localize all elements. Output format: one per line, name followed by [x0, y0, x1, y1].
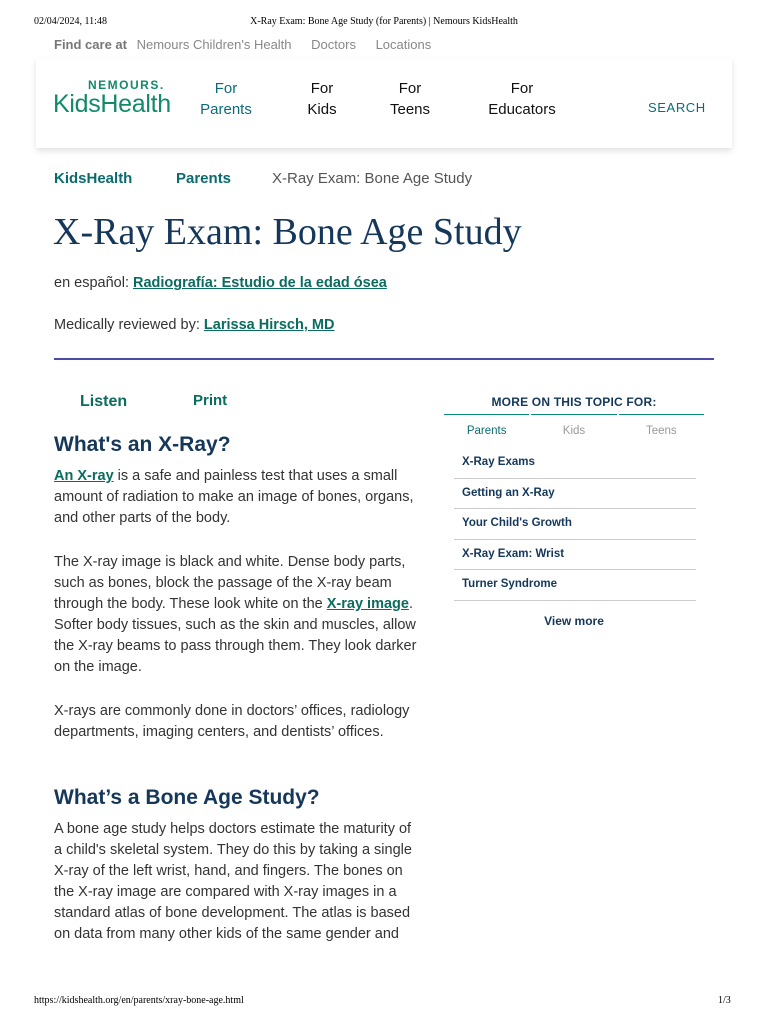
- nav-for-teens-line1: For: [398, 80, 422, 97]
- page-title: X-Ray Exam: Bone Age Study: [53, 211, 522, 253]
- logo-kidshealth-text: KidsHealth: [53, 90, 171, 118]
- section1-paragraph-1: [54, 466, 420, 529]
- nav-for-teens-line2: Teens: [389, 101, 431, 118]
- listen-button[interactable]: Listen: [80, 393, 128, 410]
- print-datetime: 02/04/2024, 11:48: [34, 16, 107, 27]
- related-article-getting-xray[interactable]: Getting an X-Ray: [454, 479, 696, 510]
- nav-for-educators-line1: For: [510, 80, 534, 97]
- print-page-number: 1/3: [718, 995, 731, 1006]
- section-heading-bone-age-study: What’s a Bone Age Study?: [54, 786, 320, 809]
- find-care-label: Find care at: [54, 37, 127, 52]
- audience-tabs: [444, 414, 704, 437]
- related-article-xray-exams[interactable]: X-Ray Exams: [454, 448, 696, 479]
- breadcrumb-current: X-Ray Exam: Bone Age Study: [272, 170, 473, 187]
- nav-for-parents-line1: For: [214, 80, 238, 97]
- nav-for-teens[interactable]: [384, 78, 436, 120]
- tab-parents[interactable]: Parents: [444, 414, 529, 437]
- tab-teens[interactable]: Teens: [619, 414, 704, 437]
- section1-paragraph-2-start: The X-ray image is black and white. Dense body parts, such as bones, block the passage of the X-ray beam through the body. These look white on the: [54, 554, 406, 612]
- reviewed-label: Medically reviewed by:: [54, 317, 200, 333]
- nav-for-parents-line2: Parents: [200, 101, 252, 118]
- search-button[interactable]: SEARCH: [648, 100, 706, 115]
- logo-nemours-text: NEMOURS.: [88, 78, 165, 92]
- section1-paragraph-2: [54, 552, 420, 678]
- section-heading-whats-an-xray: What's an X-Ray?: [54, 433, 231, 456]
- spanish-label: en español:: [54, 275, 129, 291]
- nav-for-educators-line2: Educators: [488, 101, 556, 118]
- breadcrumb-parents[interactable]: Parents: [176, 170, 232, 187]
- nav-for-kids-line1: For: [310, 80, 334, 97]
- xray-link[interactable]: An X-ray: [54, 468, 114, 484]
- nav-for-parents[interactable]: [194, 78, 258, 120]
- title-divider: [54, 358, 714, 360]
- view-more-link[interactable]: View more: [544, 614, 604, 628]
- print-url: https://kidshealth.org/en/parents/xray-bone-age.html: [34, 995, 244, 1006]
- print-button[interactable]: Print: [193, 392, 228, 409]
- related-articles-list: [454, 448, 696, 601]
- reviewed-by: [54, 317, 334, 333]
- related-article-xray-wrist[interactable]: X-Ray Exam: Wrist: [454, 540, 696, 571]
- section2-paragraph-1: A bone age study helps doctors estimate the maturity of a child's skeletal system. They do this by taking a single X-ray of the left wrist, hand, and fingers. The bones on the X-ray image are compared with X-ray images in a standard atlas of bone development. The atlas is based on data from many other kids of the same gender and: [54, 821, 412, 942]
- tab-kids[interactable]: Kids: [531, 414, 616, 437]
- related-article-childs-growth[interactable]: Your Child's Growth: [454, 509, 696, 540]
- nav-for-kids-line2: Kids: [307, 101, 337, 118]
- find-care-link-locations[interactable]: Locations: [375, 37, 432, 52]
- find-care-bar: [54, 37, 447, 52]
- find-care-link-nemours[interactable]: Nemours Children's Health: [136, 37, 292, 52]
- section1-paragraph-3: X-rays are commonly done in doctors’ offices, radiology departments, imaging centers, and dentists’ offices.: [54, 703, 410, 740]
- breadcrumb-kidshealth[interactable]: KidsHealth: [54, 170, 133, 187]
- section1-paragraph-2-end: . Softer body tissues, such as the skin and muscles, allow the X-ray beams to pass through them. They look darker on the image.: [54, 596, 417, 675]
- reviewer-link[interactable]: Larissa Hirsch, MD: [203, 317, 335, 333]
- nav-for-educators[interactable]: [482, 78, 562, 120]
- nav-for-kids[interactable]: [298, 78, 346, 120]
- more-on-topic-heading: MORE ON THIS TOPIC FOR:: [491, 395, 657, 409]
- related-article-turner-syndrome[interactable]: Turner Syndrome: [454, 570, 696, 601]
- section1-paragraph-1-text: is a safe and painless test that uses a small amount of radiation to make an image of bones, organs, and other parts of the body.: [54, 468, 414, 526]
- xray-image-link[interactable]: X-ray image: [326, 596, 409, 612]
- print-page-title: X-Ray Exam: Bone Age Study (for Parents) | Nemours KidsHealth: [250, 16, 518, 27]
- find-care-link-doctors[interactable]: Doctors: [311, 37, 356, 52]
- main-navbar: [36, 58, 732, 148]
- spanish-version: [54, 275, 387, 291]
- spanish-link[interactable]: Radiografía: Estudio de la edad ósea: [133, 275, 387, 291]
